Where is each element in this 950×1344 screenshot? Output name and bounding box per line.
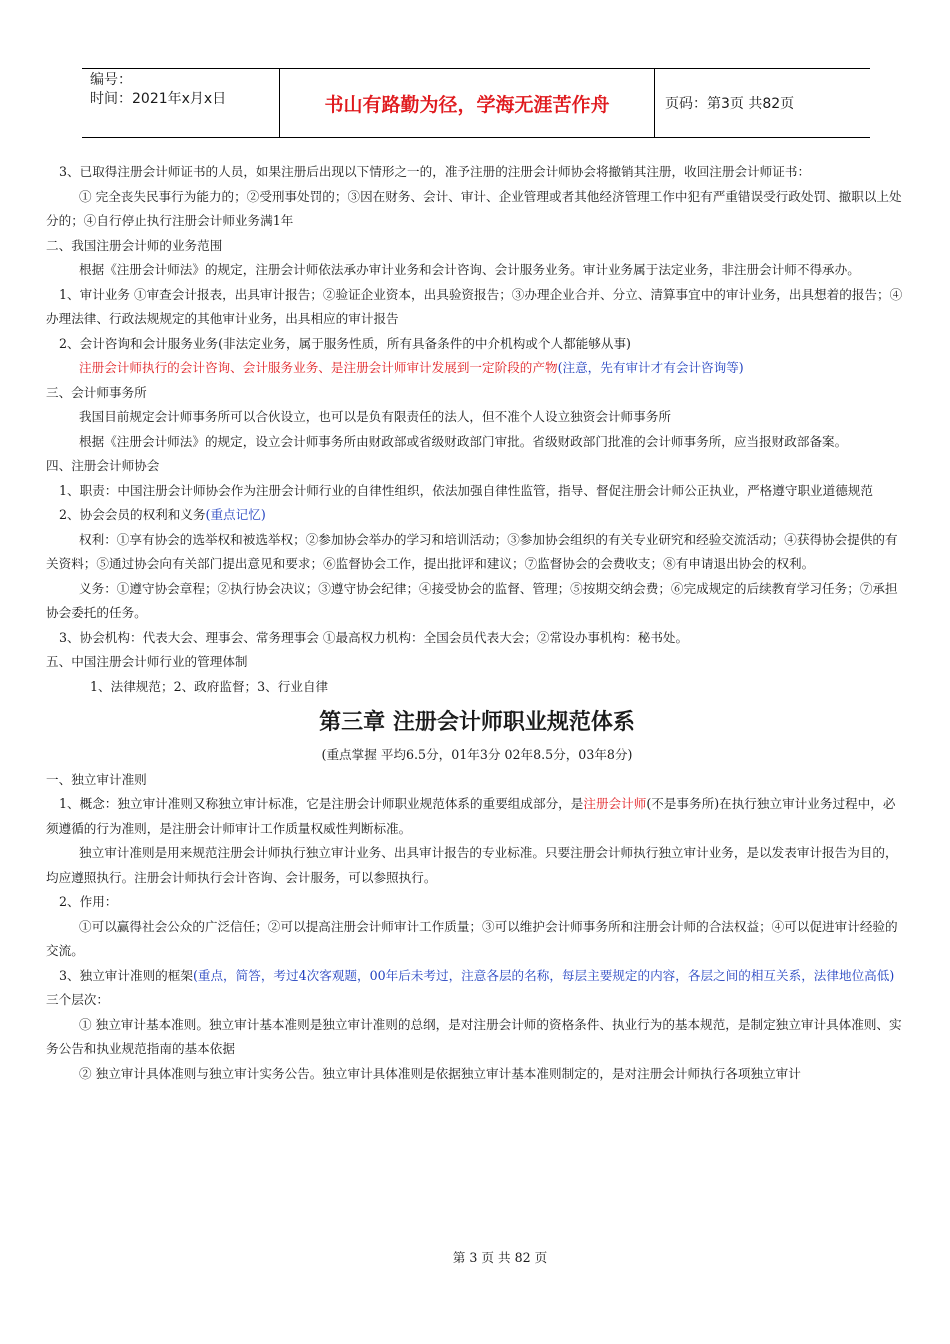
paragraph: 1、审计业务 ①审查会计报表，出具审计报告；②验证企业资本，出具验资报告；③办理企业合并、分立、清算事宜中的审计业务，出具想着的报告；④办理法律、行政法规规定的其他审计业务，出具相应的审计报告 bbox=[46, 286, 903, 326]
blue-note: (重点，简答，考过4次客观题，00年后未考过，注意各层的名称，每层主要规定的内容，各层之间的相互关系，法律地位高低) bbox=[192, 967, 895, 983]
paragraph: 根据《注册会计师法》的规定，设立会计师事务所由财政部或省级财政部门审批。省级财政部门批准的会计师事务所，应当报财政部备案。 bbox=[79, 433, 848, 449]
section-heading: 三、会计师事务所 bbox=[46, 384, 147, 400]
document-body bbox=[46, 160, 908, 1086]
section-heading: 二、我国注册会计师的业务范围 bbox=[46, 237, 223, 253]
paragraph: 3、已取得注册会计师证书的人员，如果注册后出现以下情形之一的，准予注册的注册会计师协会将撤销其注册，收回注册会计师证书： bbox=[59, 164, 811, 179]
paragraph: 根据《注册会计师法》的规定，注册会计师依法承办审计业务和会计咨询、会计服务业务。审计业务属于法定业务，非注册会计师不得承办。 bbox=[79, 262, 860, 277]
header-meta bbox=[82, 69, 280, 137]
header-motto: 书山有路勤为径，学海无涯苦作舟 bbox=[280, 69, 655, 137]
paragraph: 1、法律规范；2、政府监督；3、行业自律 bbox=[90, 678, 329, 694]
paragraph: 我国目前规定会计师事务所可以合伙设立，也可以是负有限责任的法人，但不准个人设立独资会计师事务所 bbox=[79, 409, 671, 424]
paragraph bbox=[46, 964, 908, 989]
paragraph bbox=[46, 792, 908, 841]
text: 2、协会会员的权利和义务 bbox=[59, 507, 206, 522]
highlight-paragraph bbox=[46, 356, 908, 381]
header-page-label: 页码：第3页 共82页 bbox=[665, 96, 795, 112]
paragraph bbox=[46, 503, 908, 528]
paragraph: 1、职责：中国注册会计师协会作为注册会计师行业的自律性组织，依法加强自律性监管，指导、督促注册会计师公正执业，严格遵守职业道德规范 bbox=[59, 482, 874, 498]
paragraph: ①可以赢得社会公众的广泛信任；②可以提高注册会计师审计工作质量；③可以维护会计师事务所和注册会计师的合法权益；④可以促进审计经验的交流。 bbox=[46, 918, 898, 958]
red-text: 注册会计师执行的会计咨询、会计服务业务、是注册会计师审计发展到一定阶段的产物 bbox=[79, 360, 558, 375]
paragraph: ② 独立审计具体准则与独立审计实务公告。独立审计具体准则是依据独立审计基本准则制定的，是对注册会计师执行各项独立审计 bbox=[79, 1065, 801, 1081]
paragraph: 2、会计咨询和会计服务业务(非法定业务，属于服务性质，所有具备条件的中介机构或个人都能够从事) bbox=[59, 335, 631, 351]
paragraph: 义务：①遵守协会章程；②执行协会决议；③遵守协会纪律；④接受协会的监督、管理；⑤按期交纳会费；⑥完成规定的后续教育学习任务；⑦承担协会委托的任务。 bbox=[46, 580, 898, 620]
section-heading: 五、中国注册会计师行业的管理体制 bbox=[46, 654, 248, 669]
text: 1、概念：独立审计准则又称独立审计标准，它是注册会计师职业规范体系的重要组成部分，是 bbox=[59, 796, 584, 811]
chapter-title: 第三章 注册会计师职业规范体系 bbox=[319, 710, 635, 735]
paragraph: ① 完全丧失民事行为能力的；②受刑事处罚的；③因在财务、会计、审计、企业管理或者其他经济管理工作中犯有严重错误受行政处罚、撤职以上处分的；④自行停止执行注册会计师业务满1年 bbox=[46, 188, 902, 228]
red-text: 注册会计师 bbox=[583, 796, 647, 811]
paragraph: 三个层次： bbox=[46, 992, 109, 1007]
paragraph: 权利：①享有协会的选举权和被选举权；②参加协会举办的学习和培训活动；③参加协会组织的有关专业研究和经验交流活动；④获得协会提供的有关资料；⑤通过协会向有关部门提出意见和要求；⑥监督协会工作，提出批评和建议；⑦监督协会的会费收支；⑧有申请退出协会的权利。 bbox=[46, 531, 898, 571]
section-heading: 一、独立审计准则 bbox=[46, 771, 147, 787]
blue-note: (重点记忆) bbox=[205, 507, 266, 522]
paragraph: 2、作用： bbox=[59, 894, 118, 909]
time-label: 时间：2021年x月x日 bbox=[90, 91, 227, 107]
section-heading: 四、注册会计师协会 bbox=[46, 458, 160, 473]
blue-note: (注意，先有审计才有会计咨询等) bbox=[557, 360, 744, 375]
paragraph: 独立审计准则是用来规范注册会计师执行独立审计业务、出具审计报告的专业标准。只要注册会计师执行独立审计业务，是以发表审计报告为目的，均应遵照执行。注册会计师执行会计咨询、会计服务，可以参照执行。 bbox=[46, 845, 898, 885]
chapter-subtitle: (重点掌握 平均6.5分，01年3分 02年8.5分，03年8分) bbox=[321, 747, 633, 762]
paragraph: ① 独立审计基本准则。独立审计基本准则是独立审计准则的总纲，是对注册会计师的资格条件、执业行为的基本规范，是制定独立审计具体准则、实务公告和执业规范指南的基本依据 bbox=[46, 1016, 902, 1056]
page-footer: 第 3 页 共 82 页 bbox=[452, 1250, 548, 1265]
paragraph: 3、协会机构：代表大会、理事会、常务理事会 ①最高权力机构：全国会员代表大会；②常设办事机构：秘书处。 bbox=[59, 629, 689, 645]
code-label: 编号： bbox=[90, 72, 132, 88]
page-header bbox=[82, 68, 870, 138]
text: 3、独立审计准则的框架 bbox=[59, 967, 193, 983]
text: (不是事务所)在执行独立审计业务过程中，必须遵循的行为准则，是注册会计师审计工作质量权威性判断标准。 bbox=[46, 796, 896, 836]
